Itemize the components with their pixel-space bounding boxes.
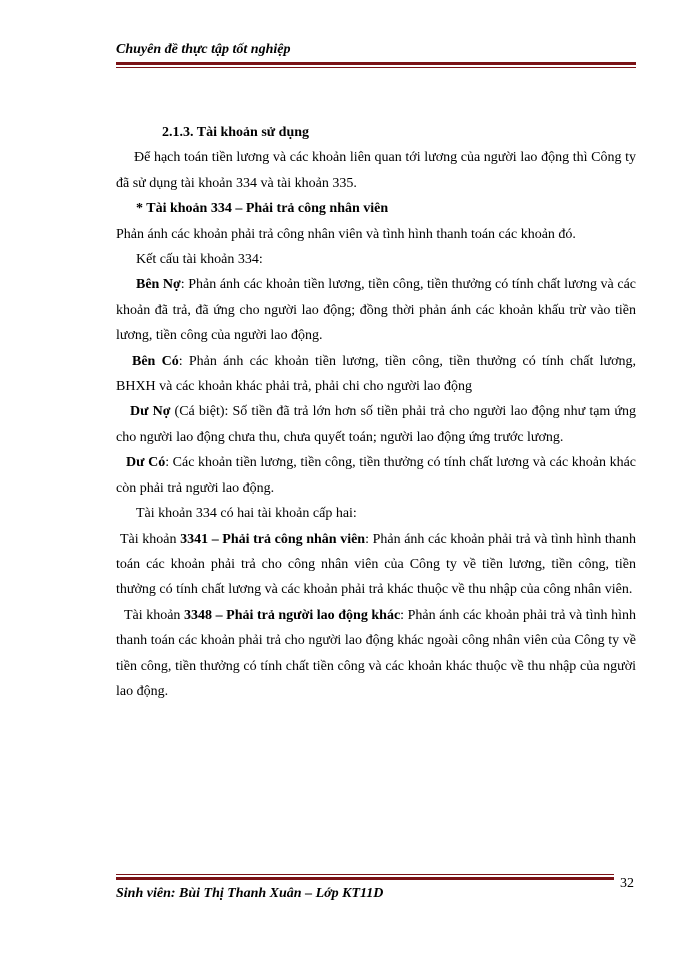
sub-account-3341-paragraph bbox=[116, 527, 636, 603]
sub-3341-prefix: Tài khoản bbox=[120, 531, 181, 547]
footer-student: Sinh viên: Bùi Thị Thanh Xuân – Lớp KT11D bbox=[116, 886, 384, 901]
footer-rule bbox=[116, 874, 614, 880]
du-no-paragraph bbox=[116, 399, 636, 450]
ben-co-paragraph bbox=[116, 349, 636, 400]
document-body bbox=[116, 120, 636, 704]
ben-no-paragraph bbox=[116, 272, 636, 348]
structure-label: Kết cấu tài khoản 334: bbox=[136, 252, 263, 268]
sub-accounts-intro: Tài khoản 334 có hai tài khoản cấp hai: bbox=[136, 506, 357, 522]
sub-3341-text: : Phản ánh các khoản phải trả và tình hình thanh toán các khoản phải trả cho công nhân viên của Công ty về tiền lương, tiền công, tiền thưởng có tính chất lương và các khoản phải trả khác thuộc về thu nhập của công nhân viên. bbox=[116, 531, 636, 598]
intro-paragraph: Để hạch toán tiền lương và các khoản liên quan tới lương của người lao động thì Công ty đã sử dụng tài khoản 334 và tài khoản 335. bbox=[116, 150, 636, 191]
section-heading: 2.1.3. Tài khoản sử dụng bbox=[162, 125, 310, 140]
du-co-paragraph bbox=[116, 450, 636, 501]
sub-3341-label: 3341 – Phải trả công nhân viên bbox=[180, 531, 366, 547]
header-title: Chuyên đề thực tập tốt nghiệp bbox=[116, 42, 291, 57]
ben-co-label: Bên Có bbox=[132, 353, 179, 369]
du-no-label: Dư Nợ bbox=[130, 404, 171, 420]
header-rule bbox=[116, 62, 636, 68]
sub-3348-prefix: Tài khoản bbox=[124, 607, 185, 623]
account-334-description: Phản ánh các khoản phải trả công nhân viên và tình hình thanh toán các khoản đó. bbox=[116, 226, 576, 242]
ben-no-text: : Phản ánh các khoản tiền lương, tiền công, tiền thưởng có tính chất lương và các khoản đã trả, đã ứng cho người lao động; đồng thời phản ánh các khoản khấu trừ vào tiền lương, tiền công của người lao động. bbox=[116, 277, 636, 344]
sub-3348-label: 3348 – Phải trả người lao động khác bbox=[184, 607, 401, 623]
sub-3348-text: : Phản ánh các khoản phải trả và tình hình thanh toán các khoản phải trả cho người lao động khác ngoài công nhân viên của Công ty về tiền công, tiền thưởng có tính chất tiền công và các khoản khác thuộc về thu nhập của người lao động. bbox=[116, 607, 636, 699]
ben-co-text: : Phản ánh các khoản tiền lương, tiền công, tiền thưởng có tính chất lương, BHXH và các khoản khác phải trả, phải chi cho người lao động bbox=[116, 353, 636, 395]
du-no-text: (Cá biệt): Số tiền đã trả lớn hơn số tiền phải trả cho người lao động như tạm ứng cho người lao động chưa thu, chưa quyết toán; người lao động ứng trước lương. bbox=[116, 404, 636, 445]
page-number: 32 bbox=[620, 876, 634, 891]
sub-account-3348-paragraph bbox=[116, 603, 636, 705]
account-334-heading: * Tài khoản 334 – Phải trả công nhân viên bbox=[136, 201, 389, 217]
du-co-label: Dư Có bbox=[126, 455, 166, 471]
ben-no-label: Bên Nợ bbox=[136, 277, 181, 293]
du-co-text: : Các khoản tiền lương, tiền công, tiền thưởng có tính chất lương và các khoản khác còn phải trả người lao động. bbox=[116, 455, 636, 496]
